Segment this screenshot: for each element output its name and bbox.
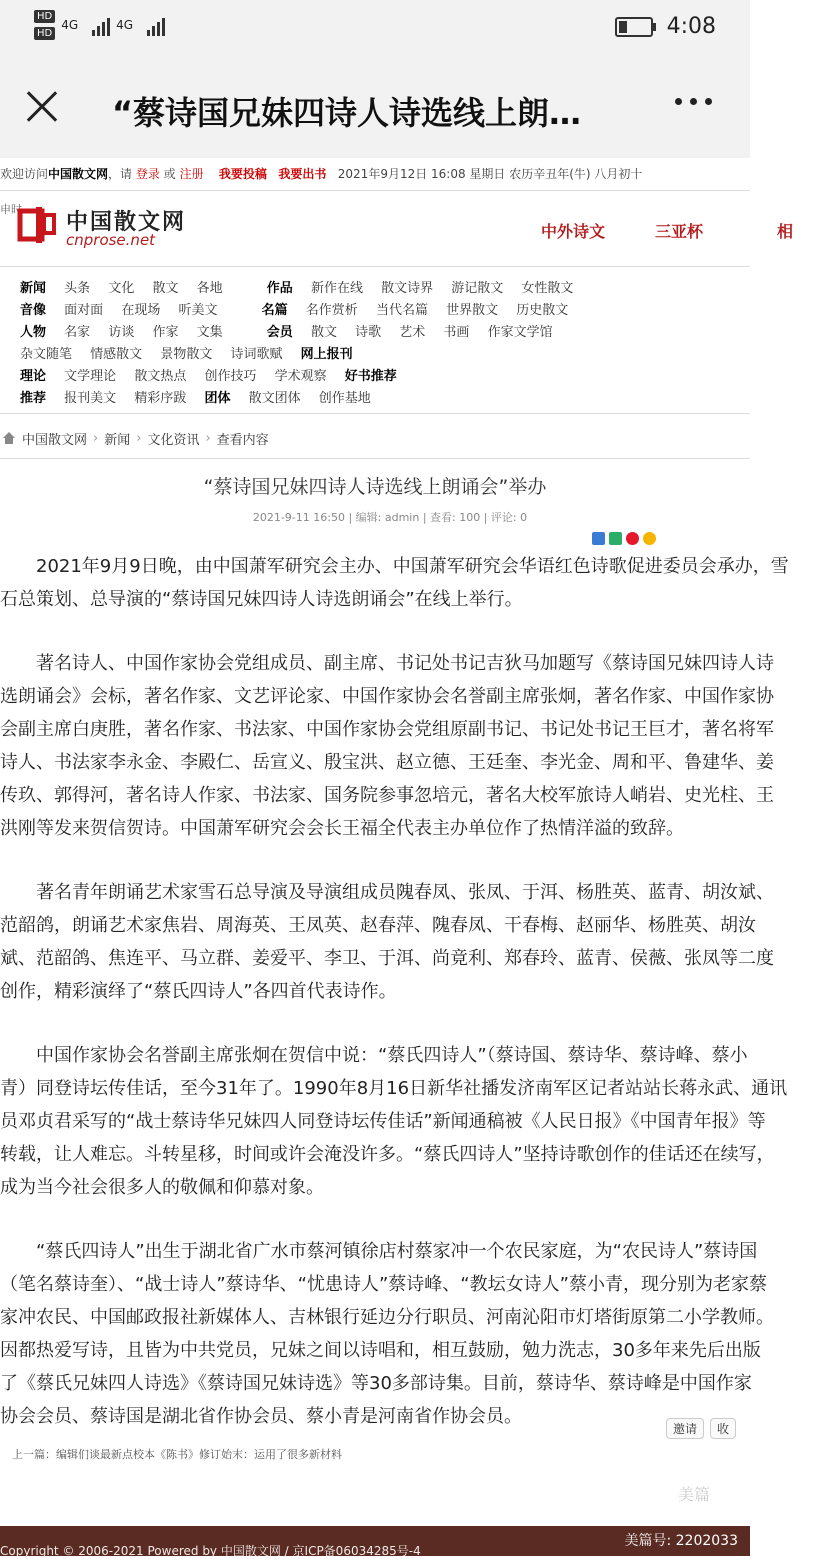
menu-header[interactable]: 好书推荐 [344, 369, 397, 384]
menu-header[interactable]: 网上报刊 [300, 347, 353, 362]
nav-item-more[interactable]: 相 [776, 222, 793, 241]
menu-link[interactable]: 创作基地 [318, 391, 371, 406]
logo-domain-text[interactable]: cnprose.net [66, 231, 156, 249]
article-meta: 2021-9-11 16:50 | 编辑: admin | 查看: 100 | 评论: 0 [252, 511, 528, 524]
menu-link[interactable]: 散文热点 [134, 369, 187, 384]
nav-item-sanya[interactable]: 三亚杯 [654, 222, 703, 241]
hd-badge-2: HD [34, 27, 55, 40]
menu-header[interactable]: 音像 [20, 303, 47, 318]
site-logo-icon[interactable] [18, 207, 56, 243]
menu-header[interactable]: 团体 [204, 391, 231, 406]
breadcrumb-separator: › [136, 430, 142, 446]
logo-chinese-text[interactable]: 中国散文网 [66, 210, 187, 235]
invite-button[interactable]: 邀请 [666, 1418, 704, 1439]
menu-link[interactable]: 情感散文 [90, 347, 143, 362]
clock: 4:08 [666, 14, 716, 39]
breadcrumb-item[interactable]: 中国散文网 [22, 432, 88, 448]
hd-indicators [34, 10, 55, 40]
menu-link[interactable]: 文化 [108, 281, 135, 296]
menu-row-5 [20, 365, 411, 384]
menu-row-6 [20, 387, 385, 406]
share-plus-icon[interactable] [592, 532, 605, 545]
menu-link[interactable]: 诗词歌赋 [230, 347, 283, 362]
category-menu [0, 266, 750, 414]
page-title: “蔡诗国兄妹四诗人诗选线上朗… [112, 94, 582, 132]
menu-link[interactable]: 艺术 [399, 325, 426, 340]
copyright-text: Copyright © 2006-2021 Powered by 中国散文网 / 京ICP备06034285号-4 [0, 1544, 421, 1558]
login-link[interactable]: 登录 [135, 167, 160, 181]
date-text: 2021年9月12日 16:08 星期日 农历辛丑年(牛) 八月初十 [337, 167, 643, 181]
more-options-icon[interactable] [675, 98, 712, 105]
menu-header[interactable]: 人物 [20, 325, 47, 340]
paragraph: “蔡氏四诗人”出生于湖北省广水市蔡河镇徐店村蔡家冲一个农民家庭，为“农民诗人”蔡诗国 （笔名蔡诗奎）、“战士诗人”蔡诗华、“忧患诗人”蔡诗峰、“教坛女诗人”蔡小青，现分别为老家蔡 家冲农民、中国邮政报社新媒体人、吉林银行延边分行职员、河南沁阳市灯塔街原第二小学教师。 因都热爱写诗，且皆为中共党员，兄妹之间以诗唱和，相互鼓励，勉力洗志，30多年来先后出版 了《蔡氏兄妹四人诗选》《蔡诗国兄妹诗选》等30多部诗集。目前，蔡诗华、蔡诗峰是中国作家 协会会员、蔡诗国是湖北省作协会员、蔡小青是河南省作协会员。 [0, 1241, 774, 1427]
close-icon[interactable] [22, 86, 62, 126]
menu-link[interactable]: 诗歌 [355, 325, 382, 340]
breadcrumb [0, 426, 750, 450]
home-icon[interactable] [2, 432, 16, 444]
menu-link[interactable]: 当代名篇 [375, 303, 428, 318]
action-buttons [666, 1418, 736, 1439]
star-icon[interactable] [643, 532, 656, 545]
menu-link[interactable]: 各地 [196, 281, 223, 296]
weibo-icon[interactable] [626, 532, 639, 545]
menu-link[interactable]: 散文团体 [248, 391, 301, 406]
article-body [0, 550, 789, 1464]
site-name[interactable]: 中国散文网 [48, 167, 109, 181]
register-link[interactable]: 注册 [179, 167, 204, 181]
menu-link[interactable]: 女性散文 [521, 281, 574, 296]
menu-link[interactable]: 报刊美文 [64, 391, 117, 406]
paragraph: 2021年9月9日晚，由中国萧军研究会主办、中国萧军研究会华语红色诗歌促进委员会承办，雪 石总策划、总导演的“蔡诗国兄妹四诗人诗选朗诵会”在线上举行。 [0, 556, 789, 610]
menu-link[interactable]: 名作赏析 [305, 303, 358, 318]
breadcrumb-item[interactable]: 文化资讯 [147, 432, 200, 448]
menu-link[interactable]: 文学理论 [64, 369, 117, 384]
menu-row-3 [20, 321, 567, 340]
menu-link[interactable]: 在现场 [121, 303, 161, 318]
hd-badge-1: HD [34, 10, 55, 23]
menu-header[interactable]: 推荐 [20, 391, 47, 406]
network-label-1: 4G [61, 18, 79, 32]
menu-link[interactable]: 头条 [64, 281, 91, 296]
signal-icon [92, 14, 110, 36]
breadcrumb-separator: › [205, 430, 211, 446]
system-status-bar [0, 0, 750, 58]
menu-link[interactable]: 访谈 [108, 325, 135, 340]
favorite-button[interactable]: 收 [710, 1418, 736, 1439]
menu-row-2 [20, 299, 582, 318]
nav-item-poetry[interactable]: 中外诗文 [540, 222, 605, 241]
footer [0, 1526, 750, 1556]
menu-link[interactable]: 杂文随笔 [20, 347, 73, 362]
menu-link[interactable]: 散文诗界 [381, 281, 434, 296]
breadcrumb-item: 查看内容 [216, 432, 269, 448]
watermark: 美篇 [678, 1485, 711, 1504]
site-top-bar: 欢迎访问中国散文网，请 登录 或 注册 我要投稿 我要出书 2021年9月12日 16:08 星期日 农历辛丑年(牛) 八月初十 [0, 160, 750, 188]
menu-header[interactable]: 理论 [20, 369, 47, 384]
share-bar [592, 532, 656, 545]
menu-link[interactable]: 文集 [196, 325, 223, 340]
menu-link[interactable]: 创作技巧 [204, 369, 257, 384]
menu-link[interactable]: 面对面 [64, 303, 104, 318]
menu-link[interactable]: 游记散文 [451, 281, 504, 296]
paragraph: 著名诗人、中国作家协会党组成员、副主席、书记处书记吉狄马加题写《蔡诗国兄妹四诗人诗 选朗诵会》会标，著名作家、文艺评论家、中国作家协会名誉副主席张炯，著名作家、中国作家协 会副主席白庚胜，著名作家、书法家、中国作家协会党组原副书记、书记处书记王巨才，著名将军 诗人、书法家李永金、李殿仁、岳宣义、殷宝洪、赵立德、王廷奎、李光金、周和平、鲁建华、姜 传玖、郭得河，著名诗人作家、书法家、国务院参事忽培元，著名大校军旅诗人峭岩、史光柱、王 洪刚等发来贺信贺诗。中国萧军研究会会长王福全代表主办单位作了热情洋溢的致辞。 [0, 653, 774, 839]
browser-title-bar [0, 58, 750, 158]
menu-header[interactable]: 新闻 [20, 281, 47, 296]
time-prefix: 申时 [0, 203, 22, 216]
paragraph: 著名青年朗诵艺术家雪石总导演及导演组成员隗春凤、张凤、于洱、杨胜英、蓝青、胡汝斌、 范韶鸽，朗诵艺术家焦岩、周海英、王凤英、赵春萍、隗春凤、干春梅、赵丽华、杨胜英、胡汝 斌、范韶鸽、焦连平、马立群、姜爱平、李卫、于洱、尚竟利、郑春玲、蓝青、侯薇、张凤等二度 创作，精彩演绎了“蔡氏四诗人”各四首代表诗作。 [0, 882, 774, 1002]
publish-link[interactable]: 我要出书 [278, 167, 327, 181]
menu-header[interactable]: 作品 [266, 281, 293, 296]
meipian-number: 美篇号: 2202033 [624, 1533, 738, 1549]
menu-link[interactable]: 书画 [443, 325, 470, 340]
menu-link[interactable]: 学术观察 [274, 369, 327, 384]
breadcrumb-separator: › [93, 430, 99, 446]
menu-link[interactable]: 作家 [152, 325, 179, 340]
status-right [615, 14, 716, 39]
divider [0, 458, 750, 459]
article-title: “蔡诗国兄妹四诗人诗选线上朗诵会”举办 [203, 476, 547, 498]
menu-link[interactable]: 名家 [64, 325, 91, 340]
menu-link[interactable]: 历史散文 [516, 303, 569, 318]
menu-header[interactable]: 会员 [266, 325, 293, 340]
menu-link[interactable]: 听美文 [178, 303, 218, 318]
signal-icon-2 [147, 14, 165, 36]
breadcrumb-item[interactable]: 新闻 [104, 432, 131, 448]
menu-row-1 [20, 277, 587, 296]
paragraph: 中国作家协会名誉副主席张炯在贺信中说：“蔡氏四诗人”（蔡诗国、蔡诗华、蔡诗峰、蔡小 青）同登诗坛传佳话，至今31年了。1990年8月16日新华社播发济南军区记者站站长蒋永武、通讯 员邓贞君采写的“战士蔡诗华兄妹四人同登诗坛传佳话”新闻通稿被《人民日报》《中国青年报》等 转载，让人难忘。斗转星移，时间或许会淹没许多。“蔡氏四诗人”坚持诗歌创作的佳话还在续写， 成为当今社会很多人的敬佩和仰慕对象。 [0, 1045, 788, 1198]
menu-link[interactable]: 作家文学馆 [487, 325, 553, 340]
menu-link[interactable]: 世界散文 [446, 303, 499, 318]
menu-link[interactable]: 散文 [310, 325, 337, 340]
menu-row-4 [20, 343, 367, 362]
menu-link[interactable]: 新作在线 [310, 281, 363, 296]
wechat-icon[interactable] [609, 532, 622, 545]
menu-header[interactable]: 名篇 [261, 303, 288, 318]
submit-link[interactable]: 我要投稿 [218, 167, 267, 181]
welcome-text: 欢迎访问 [0, 167, 49, 181]
status-left [34, 10, 165, 40]
menu-link[interactable]: 精彩序跋 [134, 391, 187, 406]
top-nav [520, 219, 838, 242]
prev-article-link[interactable]: 上一篇：编辑们谈最新点校本《陈书》修订始末：运用了很多新材料 [12, 1448, 342, 1461]
menu-link[interactable]: 景物散文 [160, 347, 213, 362]
menu-link[interactable]: 散文 [152, 281, 179, 296]
site-header [0, 190, 793, 263]
network-label-2: 4G [116, 18, 134, 32]
battery-icon [615, 17, 653, 37]
